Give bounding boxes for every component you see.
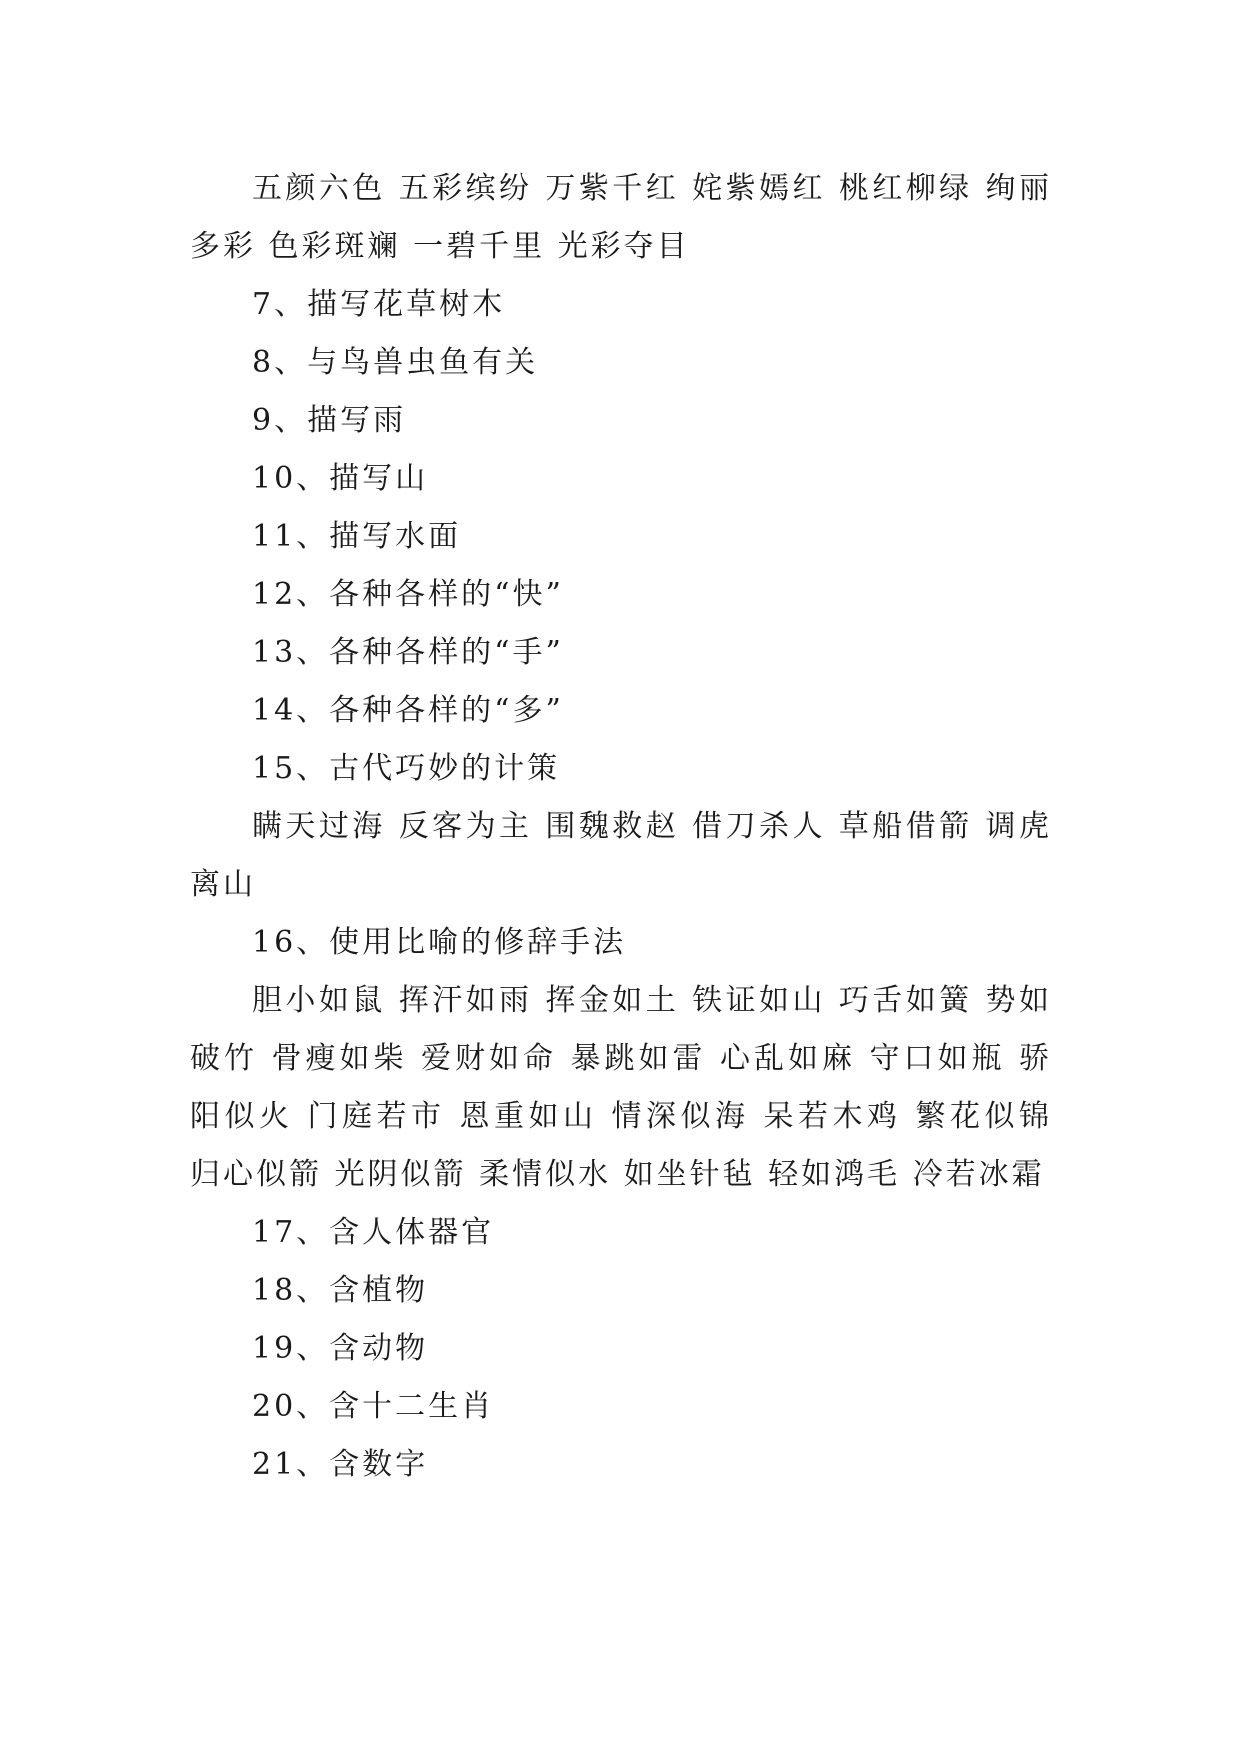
strategy-idioms-paragraph: 瞒天过海 反客为主 围魏救赵 借刀杀人 草船借箭 调虎离山	[190, 809, 1052, 902]
color-idioms-paragraph: 五颜六色 五彩缤纷 万紫千红 姹紫嫣红 桃红柳绿 绚丽多彩 色彩斑斓 一碧千里 光彩夺目	[190, 171, 1052, 264]
section-heading-19: 19、含动物	[252, 1331, 429, 1366]
section-heading-11: 11、描写水面	[252, 519, 462, 554]
simile-idioms-paragraph: 胆小如鼠 挥汗如雨 挥金如土 铁证如山 巧舌如簧 势如破竹 骨瘦如柴 爱财如命 暴跳如雷 心乱如麻 守口如瓶 骄阳似火 门庭若市 恩重如山 情深似海 呆若木鸡 繁花似锦 归心似箭 光阴似箭 柔情似水 如坐针毡 轻如鸿毛 冷若冰霜	[190, 983, 1065, 1192]
section-heading-13: 13、各种各样的“手”	[252, 635, 564, 670]
document-body	[190, 160, 1065, 1494]
section-heading-15: 15、古代巧妙的计策	[252, 751, 561, 786]
section-heading-7: 7、描写花草树木	[252, 287, 506, 322]
section-heading-18: 18、含植物	[252, 1273, 429, 1308]
section-heading-14: 14、各种各样的“多”	[252, 693, 564, 728]
section-heading-21: 21、含数字	[252, 1447, 429, 1482]
section-heading-9: 9、描写雨	[252, 403, 407, 438]
section-heading-12: 12、各种各样的“快”	[252, 577, 564, 612]
section-heading-16: 16、使用比喻的修辞手法	[252, 925, 627, 960]
section-heading-8: 8、与鸟兽虫鱼有关	[252, 345, 539, 380]
section-heading-17: 17、含人体器官	[252, 1215, 495, 1250]
section-heading-10: 10、描写山	[252, 461, 429, 496]
section-heading-20: 20、含十二生肖	[252, 1389, 495, 1424]
